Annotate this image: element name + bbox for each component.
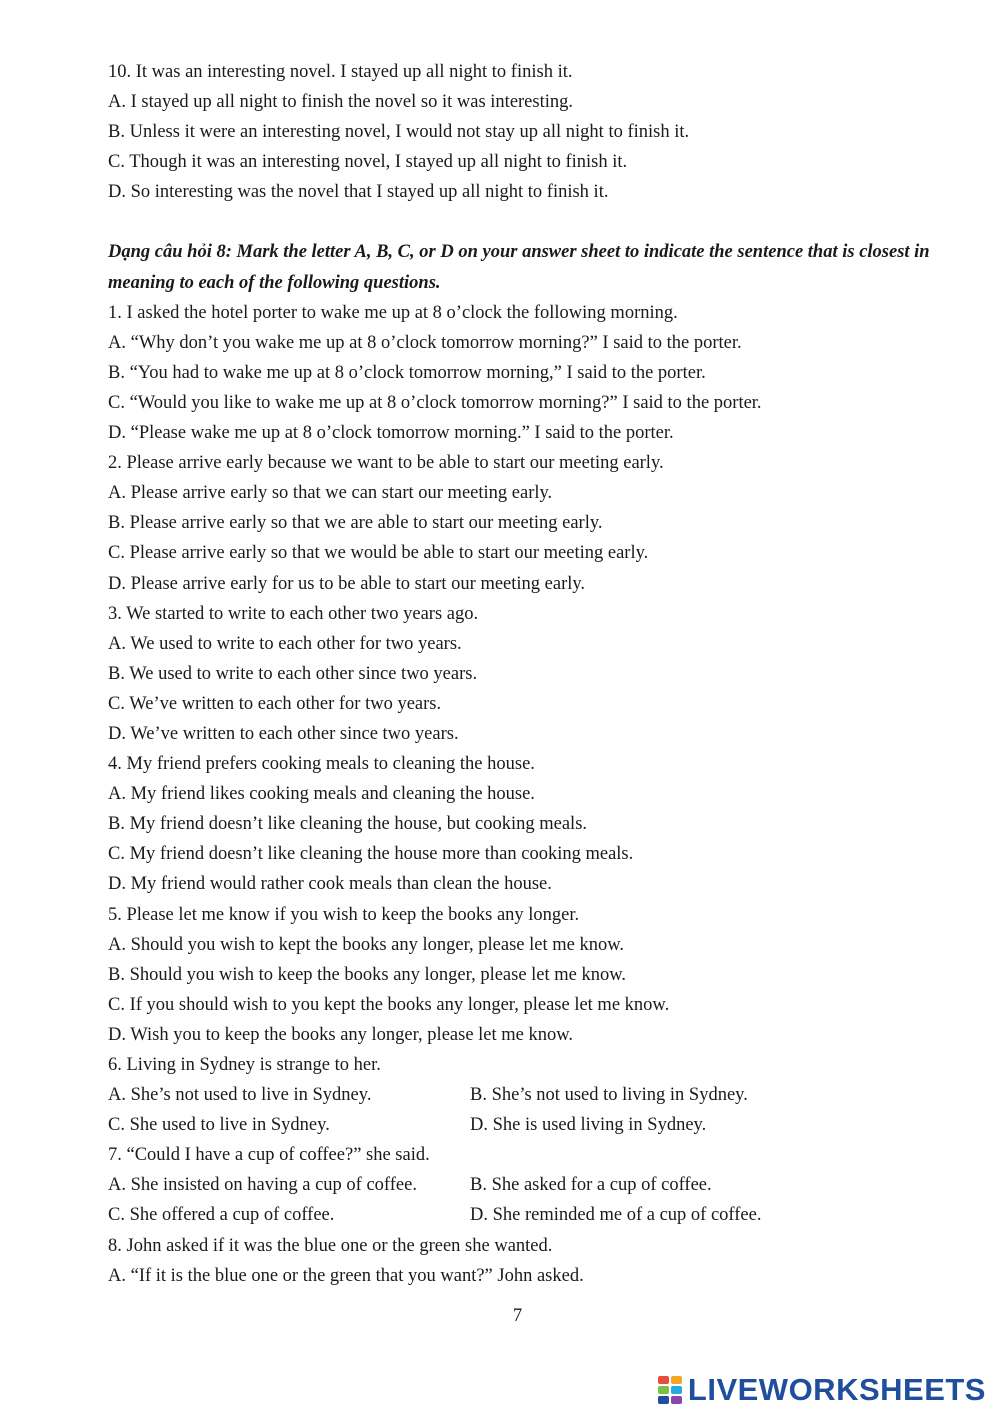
question-8-option-a: A. “If it is the blue one or the green that you want?” John asked. — [108, 1265, 584, 1286]
question-3-option-a: A. We used to write to each other for two years. — [108, 633, 462, 654]
question-10-option-b: B. Unless it were an interesting novel, I would not stay up all night to finish it. — [108, 122, 690, 143]
question-2-option-a: A. Please arrive early so that we can start our meeting early. — [108, 483, 553, 504]
question-1-option-d: D. “Please wake me up at 8 o’clock tomorrow morning.” I said to the porter. — [108, 423, 674, 444]
question-4-option-c: C. My friend doesn’t like cleaning the house more than cooking meals. — [108, 844, 634, 865]
question-1-option-c: C. “Would you like to wake me up at 8 o’clock tomorrow morning?” I said to the porter. — [108, 392, 762, 413]
question-2-stem: 2. Please arrive early because we want to be able to start our meeting early. — [108, 453, 664, 474]
question-4-option-d: D. My friend would rather cook meals than clean the house. — [108, 874, 552, 895]
question-4-stem: 4. My friend prefers cooking meals to cleaning the house. — [108, 754, 535, 775]
question-10-option-c: C. Though it was an interesting novel, I stayed up all night to finish it. — [108, 152, 628, 173]
brand-wordmark: LIVEWORKSHEETS — [687, 1372, 986, 1407]
question-3-option-c: C. We’ve written to each other for two years. — [108, 693, 442, 714]
logo-cell — [658, 1386, 669, 1394]
question-6-option-c: C. She used to live in Sydney. — [108, 1115, 330, 1136]
question-7-option-d: D. She reminded me of a cup of coffee. — [470, 1205, 762, 1226]
question-3-option-d: D. We’ve written to each other since two years. — [108, 723, 459, 744]
question-4-option-b: B. My friend doesn’t like cleaning the house, but cooking meals. — [108, 814, 588, 835]
question-10-stem: 10. It was an interesting novel. I stayed up all night to finish it. — [108, 62, 573, 82]
question-2-option-c: C. Please arrive early so that we would be able to start our meeting early. — [108, 543, 649, 564]
question-6-options-row-1 — [108, 1080, 948, 1110]
question-10-option-d: D. So interesting was the novel that I stayed up all night to finish it. — [108, 182, 609, 203]
worksheet-page — [108, 57, 948, 1291]
question-4-option-a: A. My friend likes cooking meals and cleaning the house. — [108, 784, 535, 805]
liveworksheets-brand[interactable] — [658, 1372, 986, 1408]
question-7-option-b: B. She asked for a cup of coffee. — [470, 1175, 712, 1196]
section-spacer — [108, 207, 948, 237]
question-1-stem: 1. I asked the hotel porter to wake me up at 8 o’clock the following morning. — [108, 302, 678, 323]
logo-cell — [658, 1376, 669, 1384]
liveworksheets-logo-icon — [658, 1376, 682, 1404]
question-5-option-a: A. Should you wish to kept the books any longer, please let me know. — [108, 934, 624, 955]
question-2-option-d: D. Please arrive early for us to be able to start our meeting early. — [108, 573, 586, 594]
question-3-stem: 3. We started to write to each other two years ago. — [108, 603, 479, 624]
question-5-option-d: D. Wish you to keep the books any longer, please let me know. — [108, 1024, 574, 1045]
question-1-option-b: B. “You had to wake me up at 8 o’clock tomorrow morning,” I said to the porter. — [108, 362, 706, 383]
logo-cell — [671, 1376, 682, 1384]
question-8-stem: 8. John asked if it was the blue one or the green she wanted. — [108, 1235, 553, 1256]
question-7-options-row-2 — [108, 1200, 948, 1230]
question-5-stem: 5. Please let me know if you wish to keep the books any longer. — [108, 904, 580, 925]
section-heading: Dạng câu hỏi 8: Mark the letter A, B, C, or D on your answer sheet to indicate the sentence that is closest in meaning to each of the following questions. — [108, 242, 930, 293]
logo-cell — [671, 1386, 682, 1394]
question-5-option-b: B. Should you wish to keep the books any longer, please let me know. — [108, 964, 627, 985]
question-7-stem: 7. “Could I have a cup of coffee?” she said. — [108, 1145, 430, 1166]
question-2-option-b: B. Please arrive early so that we are able to start our meeting early. — [108, 513, 603, 534]
question-10-option-a: A. I stayed up all night to finish the novel so it was interesting. — [108, 92, 574, 113]
page-number: 7 — [512, 1306, 523, 1326]
question-3-option-b: B. We used to write to each other since two years. — [108, 663, 478, 684]
question-7-option-a: A. She insisted on having a cup of coffee. — [108, 1175, 417, 1196]
question-1-option-a: A. “Why don’t you wake me up at 8 o’clock tomorrow morning?” I said to the porter. — [108, 332, 742, 353]
question-6-option-d: D. She is used living in Sydney. — [470, 1115, 707, 1136]
question-6-stem: 6. Living in Sydney is strange to her. — [108, 1055, 381, 1075]
logo-cell — [671, 1396, 682, 1404]
question-5-option-c: C. If you should wish to you kept the books any longer, please let me know. — [108, 994, 670, 1015]
question-6-option-a: A. She’s not used to live in Sydney. — [108, 1085, 372, 1106]
question-7-option-c: C. She offered a cup of coffee. — [108, 1205, 335, 1226]
question-7-options-row-1 — [108, 1170, 948, 1200]
question-6-option-b: B. She’s not used to living in Sydney. — [470, 1085, 748, 1106]
question-6-options-row-2 — [108, 1110, 948, 1140]
logo-cell — [658, 1396, 669, 1404]
